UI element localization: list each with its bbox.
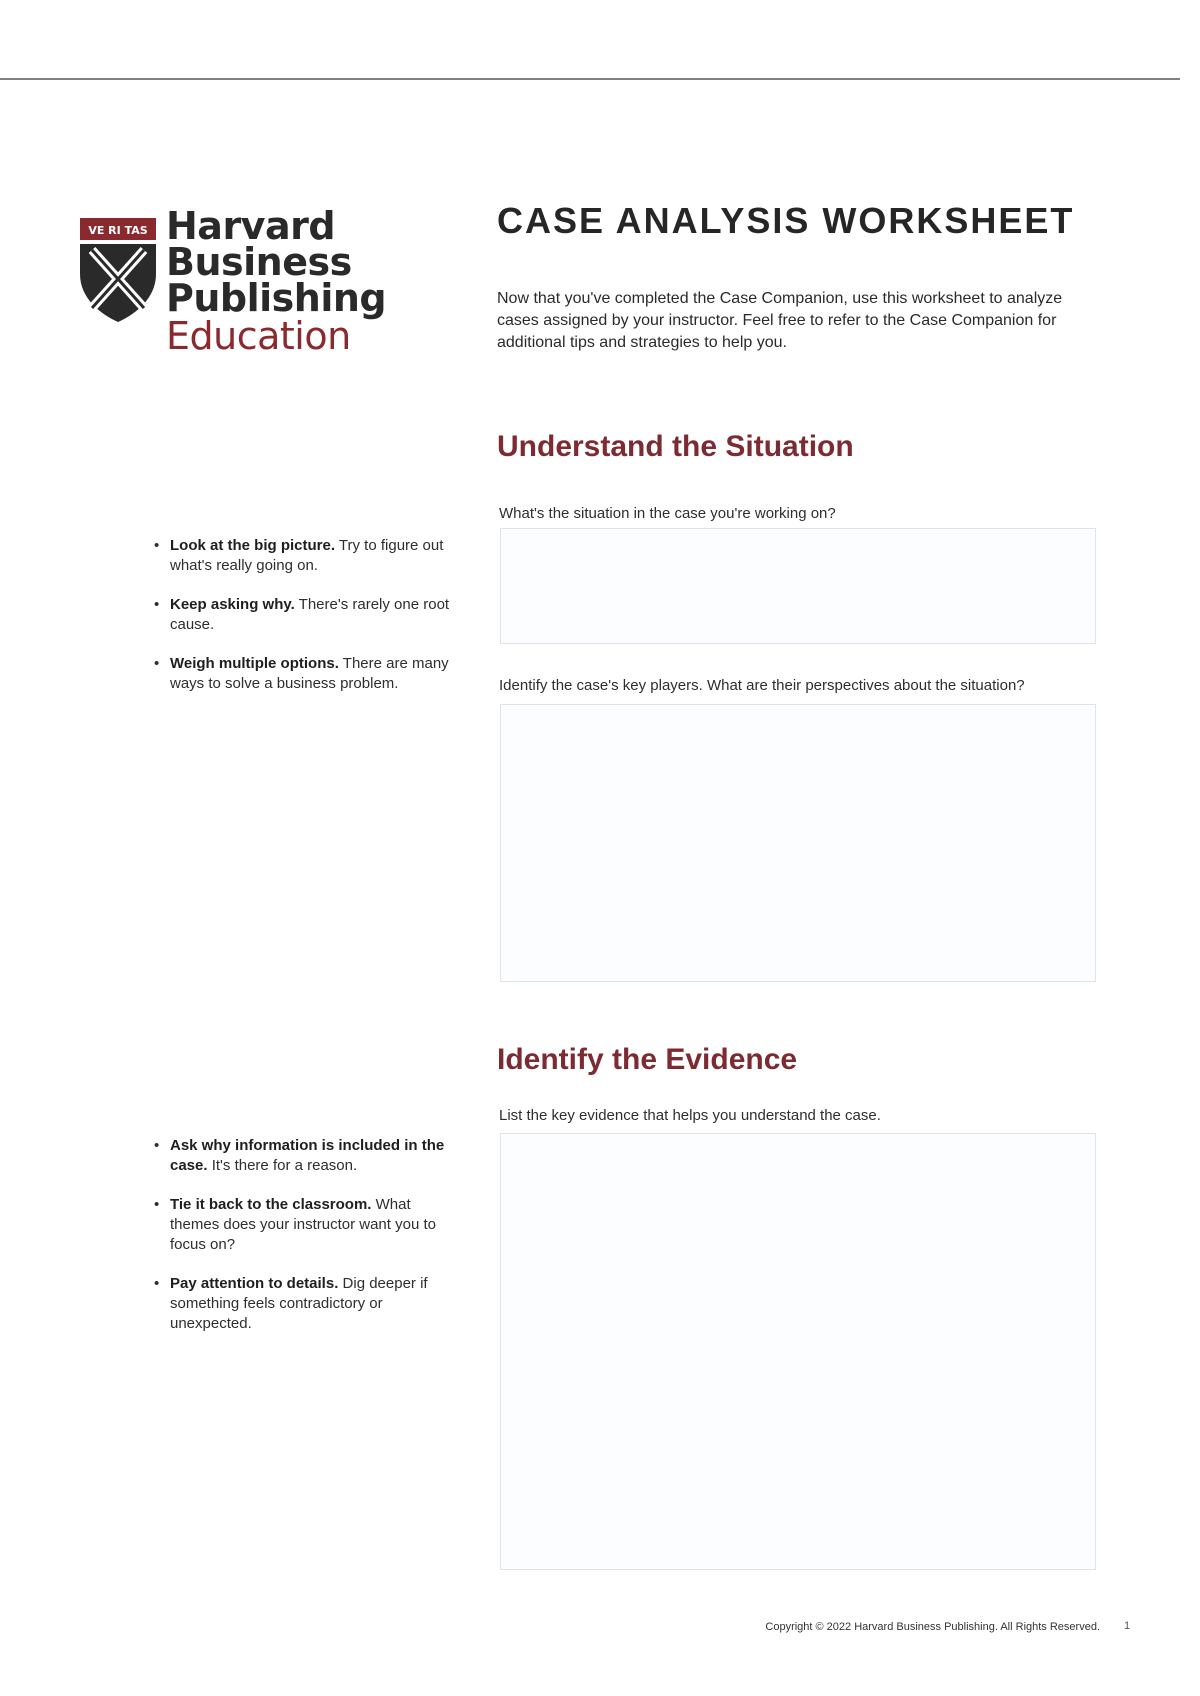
harvard-shield-icon	[78, 216, 158, 326]
tip-item	[152, 1136, 452, 1176]
intro-text: Now that you've completed the Case Companion, use this worksheet to analyze cases assigned by your instructor. Feel free to refer to the Case Companion for additional tips and strategies to help you.	[497, 290, 1063, 351]
bullet-icon: •	[154, 537, 160, 554]
logo-line-harvard: Harvard	[166, 204, 336, 248]
tip-bold: Tie it back to the classroom.	[170, 1196, 372, 1213]
bullet-icon: •	[154, 1275, 160, 1292]
tip-text: What themes does your instructor want you to focus on?	[170, 1196, 436, 1253]
tip-item	[152, 1274, 452, 1334]
tip-text: It's there for a reason.	[207, 1157, 358, 1174]
logo-wordmark	[166, 204, 387, 358]
situation-answer-box[interactable]	[500, 528, 1096, 644]
evidence-answer-box[interactable]	[500, 1133, 1096, 1570]
section-heading-understand: Understand the Situation	[497, 430, 854, 463]
tip-bold: Look at the big picture.	[170, 537, 336, 554]
bullet-icon: •	[154, 655, 160, 672]
tip-item	[152, 536, 452, 576]
logo-line-publishing: Publishing	[166, 276, 387, 320]
tip-item	[152, 595, 452, 635]
scan-edge-line	[0, 78, 1180, 80]
copyright-footer: Copyright © 2022 Harvard Business Publishing. All Rights Reserved.	[765, 1621, 1100, 1633]
prompt-evidence: List the key evidence that helps you understand the case.	[499, 1107, 881, 1124]
tip-item	[152, 654, 452, 694]
logo-line-education: Education	[166, 314, 351, 358]
tip-text: There are many ways to solve a business problem.	[170, 655, 449, 692]
tip-bold: Weigh multiple options.	[170, 655, 339, 672]
bullet-icon: •	[154, 596, 160, 613]
bullet-icon: •	[154, 1137, 160, 1154]
hbp-education-logo	[78, 204, 418, 358]
tip-item	[152, 1195, 452, 1255]
tip-bold: Keep asking why.	[170, 596, 295, 613]
section-heading-evidence: Identify the Evidence	[497, 1043, 798, 1076]
tip-text: Try to figure out what's really going on.	[170, 537, 444, 574]
shield-veritas-text: VE RI TAS	[88, 224, 148, 237]
key-players-answer-box[interactable]	[500, 704, 1096, 982]
prompt-situation: What's the situation in the case you're working on?	[499, 505, 836, 522]
bullet-icon: •	[154, 1196, 160, 1213]
logo-line-business: Business	[166, 240, 352, 284]
tip-bold: Ask why information is included in the case.	[170, 1137, 445, 1174]
page-title: CASE ANALYSIS WORKSHEET	[497, 200, 1075, 241]
tips-list-evidence	[152, 1136, 452, 1353]
page-number: 1	[1124, 1620, 1131, 1632]
tips-list-understand	[152, 536, 452, 713]
tip-bold: Pay attention to details.	[170, 1275, 339, 1292]
tip-text: Dig deeper if something feels contradictory or unexpected.	[170, 1275, 428, 1332]
prompt-key-players: Identify the case's key players. What are their perspectives about the situation?	[499, 677, 1025, 694]
tip-text: There's rarely one root cause.	[170, 596, 450, 633]
